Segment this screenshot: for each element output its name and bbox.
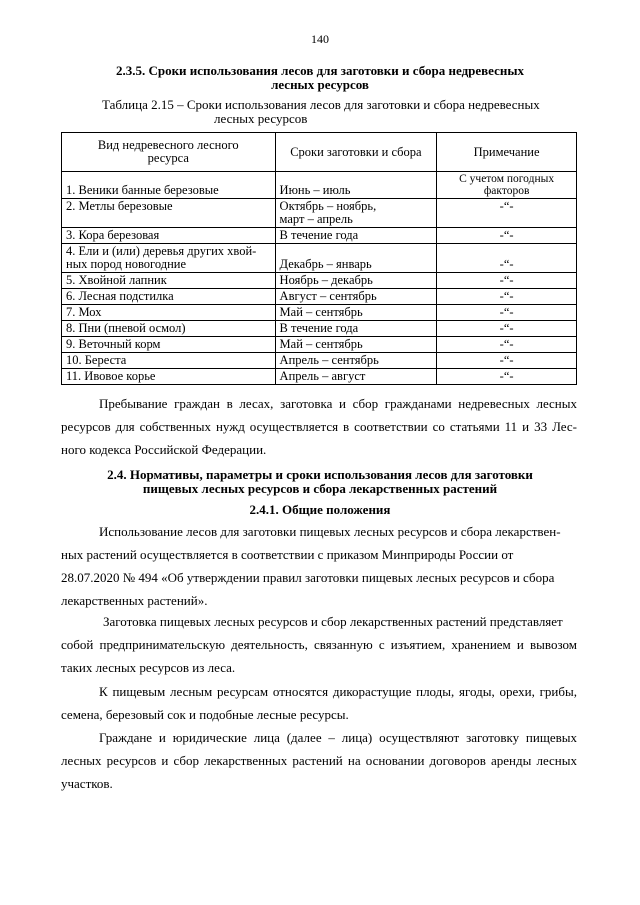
paragraph-line: Пребывание граждан в лесах, заготовка и сбор гражданами недревесных лесных [99,396,577,411]
table-row [62,228,577,244]
cell-note: -“- [437,228,577,244]
section-heading-line: пищевых лесных ресурсов и сбора лекарственных растений [142,481,498,496]
paragraph-food-resources [61,680,577,726]
table-row [62,199,577,228]
header-note: Примечание [437,133,577,172]
table-row [62,244,577,273]
note-text: С учетом погодных [459,173,555,185]
section-heading-2-4-1: 2.4.1. Общие положения [249,502,391,517]
header-period: Сроки заготовки и сбора [275,133,437,172]
table-row [62,172,577,199]
resource-text: ных пород новогодние [66,257,187,271]
table-header-row [62,133,577,172]
table-caption-line: Таблица 2.15 – Сроки использования лесов для заготовки и сбора недревесных [102,97,540,112]
paragraph-stay-in-forests [61,392,577,461]
paragraph-line: лекарственных растений». [61,593,208,608]
cell-note: -“- [437,321,577,337]
page-number: 140 [311,32,329,46]
paragraph-line: лесных ресурсов и сбор лекарственных растений на основании договоров аренды лесных [61,753,577,768]
paragraph-line: ного кодекса Российской Федерации. [61,442,267,457]
table-row [62,289,577,305]
cell-resource: 1. Веники банные березовые [62,172,276,199]
paragraph-line: собой предпринимательскую деятельность, связанную с изъятием, хранением и вывозом [61,637,577,652]
paragraph-line: таких лесных ресурсов из леса. [61,660,236,675]
cell-resource: 2. Метлы березовые [62,199,276,228]
cell-resource: 8. Пни (пневой осмол) [62,321,276,337]
header-text: ресурса [147,151,189,165]
cell-resource: 5. Хвойной лапник [62,273,276,289]
paragraph-persons [61,726,577,795]
table-row [62,353,577,369]
note-text: факторов [483,185,530,197]
cell-note: -“- [437,289,577,305]
section-heading-line: 2.3.5. Сроки использования лесов для заготовки и сбора недревесных [115,63,525,78]
cell-resource: 7. Мох [62,305,276,321]
cell-resource: 11. Ивовое корье [62,369,276,385]
cell-resource: 9. Веточный корм [62,337,276,353]
resource-text: 4. Ели и (или) деревья других хвой- [66,244,257,258]
cell-period: Ноябрь – декабрь [275,273,437,289]
paragraph-line: семена, березовый сок и подобные лесные ресурсы. [61,707,349,722]
period-text: март – апрель [279,212,353,226]
cell-note: -“- [437,369,577,385]
cell-period: В течение года [275,228,437,244]
cell-note: -“- [437,244,577,273]
table-row [62,337,577,353]
table-row [62,305,577,321]
paragraph-line: Использование лесов для заготовки пищевых лесных ресурсов и сбора лекарствен- [99,524,561,539]
cell-period: Май – сентябрь [275,305,437,321]
paragraph-business [61,610,577,679]
cell-period: В течение года [275,321,437,337]
section-heading-2-3-5 [70,64,570,92]
cell-note: -“- [437,353,577,369]
paragraph-line: К пищевым лесным ресурсам относятся дикорастущие плоды, ягоды, орехи, грибы, [99,684,577,699]
cell-resource: 10. Береста [62,353,276,369]
table-row [62,369,577,385]
section-heading-line: 2.4. Нормативы, параметры и сроки использования лесов для заготовки [107,467,533,482]
resources-table [61,132,577,385]
cell-period [275,199,437,228]
paragraph-usage [61,520,577,612]
header-text: Вид недревесного лесного [97,138,239,152]
paragraph-line: ных растений осуществляется в соответствии с приказом Минприроды России от [61,547,514,562]
section-heading-line: лесных ресурсов [271,77,369,92]
cell-note: -“- [437,199,577,228]
cell-resource: 3. Кора березовая [62,228,276,244]
paragraph-line: Заготовка пищевых лесных ресурсов и сбор лекарственных растений представляет [103,614,563,629]
cell-note: -“- [437,273,577,289]
table-caption-line: лесных ресурсов [214,111,308,126]
cell-note: -“- [437,337,577,353]
table-caption [102,98,562,126]
table-row [62,273,577,289]
cell-period: Май – сентябрь [275,337,437,353]
cell-period: Апрель – сентябрь [275,353,437,369]
cell-period: Август – сентябрь [275,289,437,305]
paragraph-line: ресурсов для собственных нужд осуществляется в соответствии со статьями 11 и 33 Лес- [61,419,577,434]
cell-note: -“- [437,305,577,321]
cell-period: Декабрь – январь [275,244,437,273]
paragraph-line: участков. [61,776,113,791]
header-resource-type [62,133,276,172]
cell-period: Апрель – август [275,369,437,385]
table-row [62,321,577,337]
cell-period: Июнь – июль [275,172,437,199]
cell-resource [62,244,276,273]
paragraph-line: Граждане и юридические лица (далее – лица) осуществляют заготовку пищевых [99,730,577,745]
cell-note [437,172,577,199]
cell-resource: 6. Лесная подстилка [62,289,276,305]
section-heading-2-4 [70,468,570,496]
period-text: Октябрь – ноябрь, [279,199,377,213]
paragraph-line: 28.07.2020 № 494 «Об утверждении правил заготовки пищевых лесных ресурсов и сбора [61,570,555,585]
